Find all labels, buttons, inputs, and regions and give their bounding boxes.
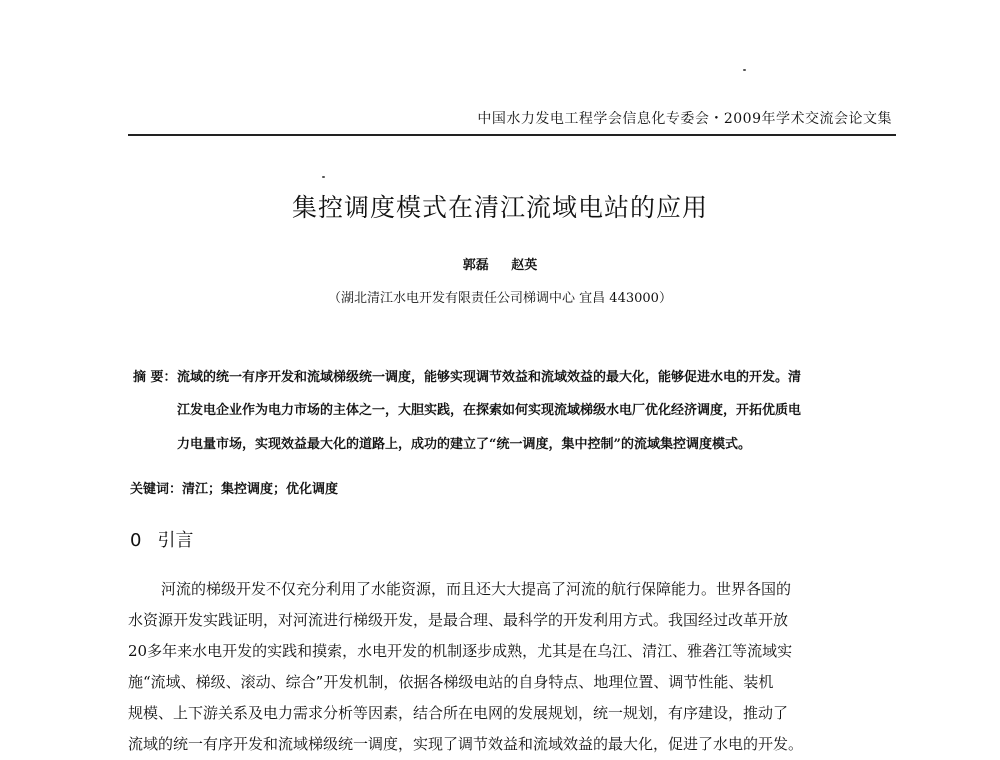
- affiliation: （湖北清江水电开发有限责任公司梯调中心 宜昌 443000）: [328, 291, 672, 306]
- scan-speck: [322, 176, 325, 178]
- body-line: 规模、上下游关系及电力需求分析等因素，结合所在电网的发展规划，统一规划，有序建设，推动了: [128, 704, 789, 722]
- body-line: 施“流域、梯级、滚动、综合”开发机制，依据各梯级电站的自身特点、地理位置、调节性能、装机: [128, 673, 774, 691]
- keywords-text: 清江；集控调度；优化调度: [182, 482, 339, 497]
- section-heading: [130, 526, 193, 552]
- header-rule: [128, 134, 896, 136]
- abstract-label: 摘 要：: [133, 370, 177, 385]
- abstract-line: 流域的统一有序开发和流域梯级统一调度，能够实现调节效益和流域效益的最大化，能够促进水电的开发。清: [177, 370, 802, 385]
- body-line: 河流的梯级开发不仅充分利用了水能资源，而且还大大提高了河流的航行保障能力。世界各国的: [161, 580, 792, 598]
- section-number: 0: [130, 530, 142, 551]
- journal-header: 中国水力发电工程学会信息化专委会・2009年学术交流会论文集: [477, 111, 892, 127]
- paper-title: 集控调度模式在清江流域电站的应用: [291, 193, 708, 222]
- keywords: [130, 478, 338, 497]
- abstract-line: 力电量市场，实现效益最大化的道路上，成功的建立了“统一调度，集中控制”的流域集控调度模式。: [177, 437, 751, 452]
- author-name: 郭磊: [462, 258, 489, 273]
- authors: [0, 254, 1000, 273]
- keywords-label: 关键词：: [130, 482, 183, 497]
- author-name: 赵英: [511, 258, 538, 273]
- body-line: 20多年来水电开发的实践和摸索，水电开发的机制逐步成熟，尤其是在乌江、清江、雅砻江等流域实: [128, 642, 793, 660]
- abstract-line: 江发电企业作为电力市场的主体之一，大胆实践，在探索如何实现流域梯级水电厂优化经济调度，开拓优质电: [177, 403, 802, 418]
- section-title: 引言: [157, 530, 194, 551]
- body-line: 水资源开发实践证明，对河流进行梯级开发，是最合理、最科学的开发利用方式。我国经过改革开放: [128, 611, 789, 629]
- scan-speck: [743, 69, 746, 71]
- body-line: 流域的统一有序开发和流域梯级统一调度，实现了调节效益和流域效益的最大化，促进了水电的开发。: [128, 735, 804, 753]
